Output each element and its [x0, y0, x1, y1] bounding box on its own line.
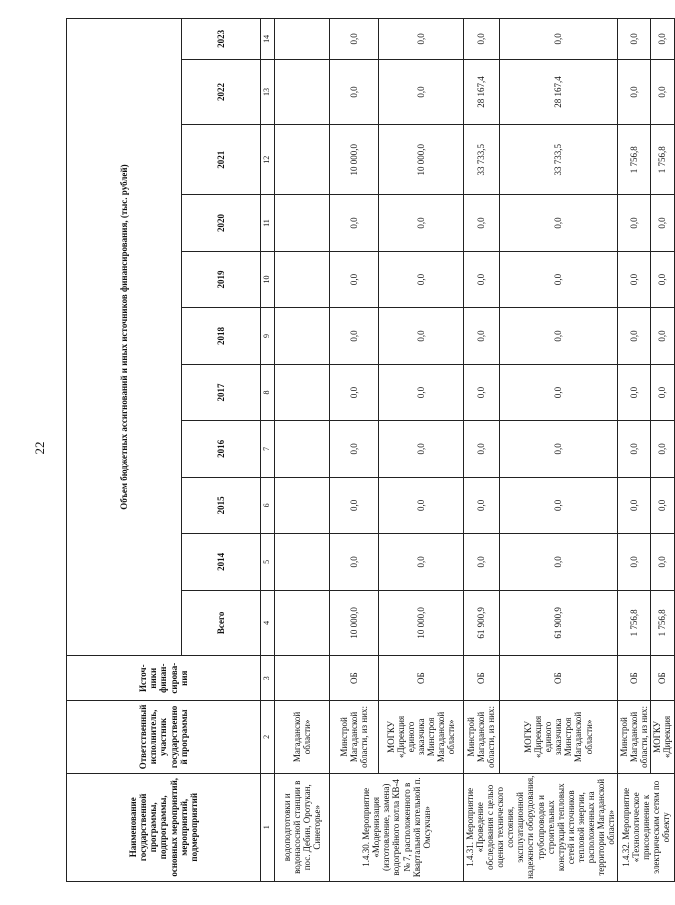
- row-value: 0,0: [651, 534, 674, 590]
- header-year: 2019: [182, 251, 261, 307]
- column-index: 6: [261, 477, 275, 533]
- row-total: [275, 590, 330, 656]
- row-value: 0,0: [464, 251, 500, 307]
- row-value: 0,0: [379, 59, 464, 125]
- column-index: 10: [261, 251, 275, 307]
- row-value: 0,0: [618, 195, 651, 251]
- row-value: 0,0: [618, 308, 651, 364]
- header-year: 2016: [182, 421, 261, 477]
- row-value: 33 733,5: [499, 125, 618, 195]
- table-row: [618, 19, 651, 882]
- row-value: 1 756,8: [651, 125, 674, 195]
- column-index: 12: [261, 125, 275, 195]
- header-year: 2014: [182, 534, 261, 590]
- row-value: 28 167,4: [464, 59, 500, 125]
- header-year: 2022: [182, 59, 261, 125]
- row-total: 10 000,0: [330, 590, 379, 656]
- header-total: Всего: [182, 590, 261, 656]
- row-value: [275, 59, 330, 125]
- row-value: [275, 364, 330, 420]
- row-value: 0,0: [379, 477, 464, 533]
- row-value: 0,0: [464, 421, 500, 477]
- column-index: 1: [261, 773, 275, 881]
- row-value: 0,0: [464, 364, 500, 420]
- row-value: 0,0: [379, 364, 464, 420]
- row-value: 0,0: [379, 251, 464, 307]
- row-value: 0,0: [330, 19, 379, 60]
- row-name: 1.4.30. Мероприятие «Модернизация (изготовление, замена) водогрейного котла КВ-4 № 7, расположенного в Квартальной котельной п. Омсукчан»: [330, 773, 464, 881]
- header-year: 2023: [182, 19, 261, 60]
- row-value: 0,0: [618, 421, 651, 477]
- row-source: ОБ: [379, 656, 464, 701]
- column-index: 8: [261, 364, 275, 420]
- header-year: 2021: [182, 125, 261, 195]
- column-index: 3: [261, 656, 275, 701]
- row-executor: МОГКУ «Дирекция единого заказчика Минстроя Магаданской области»: [379, 701, 464, 773]
- row-value: [275, 125, 330, 195]
- row-value: 0,0: [618, 364, 651, 420]
- row-total: 10 000,0: [379, 590, 464, 656]
- row-value: [275, 19, 330, 60]
- header-name: Наименование государственной программы, подпрограммы, основных мероприятий, мероприятий, подмероприятий: [67, 773, 261, 881]
- header-volume: Объем бюджетных ассигнований и иных источников финансирования, (тыс. рублей): [67, 19, 182, 656]
- row-value: 10 000,0: [379, 125, 464, 195]
- row-value: 33 733,5: [464, 125, 500, 195]
- column-index: 11: [261, 195, 275, 251]
- row-value: 0,0: [499, 19, 618, 60]
- row-value: 0,0: [651, 477, 674, 533]
- row-value: 0,0: [464, 308, 500, 364]
- column-index: 5: [261, 534, 275, 590]
- row-value: [275, 534, 330, 590]
- table-row: [330, 19, 379, 882]
- row-source: ОБ: [499, 656, 618, 701]
- row-value: 0,0: [651, 308, 674, 364]
- row-value: 0,0: [651, 364, 674, 420]
- row-executor: Минстрой Магаданской области, из них:: [618, 701, 651, 773]
- row-value: 0,0: [651, 195, 674, 251]
- table-row: [499, 19, 618, 882]
- column-index: 2: [261, 701, 275, 773]
- row-value: 0,0: [330, 421, 379, 477]
- header-year: 2017: [182, 364, 261, 420]
- row-value: 0,0: [330, 364, 379, 420]
- row-value: 0,0: [464, 195, 500, 251]
- row-value: 0,0: [379, 534, 464, 590]
- row-name: водоподготовки и водонасосной станции в пос. Дебин, Оротукан, Синегорье»: [275, 773, 330, 881]
- row-source: [275, 656, 330, 701]
- row-source: ОБ: [618, 656, 651, 701]
- row-total: 61 900,9: [464, 590, 500, 656]
- row-value: 0,0: [330, 534, 379, 590]
- row-value: 0,0: [499, 251, 618, 307]
- row-value: 0,0: [464, 19, 500, 60]
- row-value: 0,0: [464, 477, 500, 533]
- row-value: [275, 251, 330, 307]
- row-value: 28 167,4: [499, 59, 618, 125]
- table-row: [651, 19, 674, 882]
- row-name: 1.4.31. Мероприятие «Проведение обследования с целью оценки технического состояния, эксплуатационной надежности оборудования, трубопроводов и строительных конструкций тепловых сетей и источников тепловой энергии, расположенных на территории Магаданской области»: [464, 773, 618, 881]
- row-total: 61 900,9: [499, 590, 618, 656]
- row-value: 0,0: [618, 251, 651, 307]
- row-name: 1.4.32. Мероприятие «Технологическое присоединение к электрическим сетям по объекту: [618, 773, 674, 881]
- header-year: 2018: [182, 308, 261, 364]
- header-year: 2015: [182, 477, 261, 533]
- funding-table: [66, 18, 675, 882]
- row-total: 1 756,8: [618, 590, 651, 656]
- row-value: 0,0: [618, 19, 651, 60]
- row-value: [275, 308, 330, 364]
- row-value: 0,0: [379, 195, 464, 251]
- row-value: 0,0: [330, 477, 379, 533]
- row-value: 10 000,0: [330, 125, 379, 195]
- table-row: [275, 19, 330, 882]
- row-value: 0,0: [330, 308, 379, 364]
- table-row: [379, 19, 464, 882]
- row-value: 0,0: [464, 534, 500, 590]
- row-value: 0,0: [651, 59, 674, 125]
- column-index: 7: [261, 421, 275, 477]
- row-value: 0,0: [499, 421, 618, 477]
- row-value: 0,0: [618, 477, 651, 533]
- row-value: [275, 195, 330, 251]
- table-row: [464, 19, 500, 882]
- row-value: [275, 477, 330, 533]
- row-executor: МОГКУ «Дирекция единого заказчика Минстроя Магаданской области»: [499, 701, 618, 773]
- row-source: ОБ: [330, 656, 379, 701]
- row-value: 0,0: [330, 59, 379, 125]
- row-value: 0,0: [379, 308, 464, 364]
- row-executor: Минстрой Магаданской области, из них:: [464, 701, 500, 773]
- row-source: ОБ: [464, 656, 500, 701]
- page-number: 22: [32, 441, 47, 455]
- row-value: 0,0: [499, 364, 618, 420]
- column-index: 13: [261, 59, 275, 125]
- column-index-row: [261, 19, 275, 882]
- row-executor: Магаданской области»: [275, 701, 330, 773]
- row-value: 0,0: [379, 421, 464, 477]
- row-value: 0,0: [499, 195, 618, 251]
- row-value: 0,0: [330, 251, 379, 307]
- row-value: 0,0: [651, 421, 674, 477]
- rotated-table-wrapper: [66, 18, 673, 882]
- row-total: 1 756,8: [651, 590, 674, 656]
- row-executor: МОГКУ «Дирекция: [651, 701, 674, 773]
- row-source: ОБ: [651, 656, 674, 701]
- row-executor: Минстрой Магаданской области, из них:: [330, 701, 379, 773]
- header-executor: Ответственный исполнитель, участник государственной программы: [67, 701, 261, 773]
- header-source: Источ-ники финан-сирова-ния: [67, 656, 261, 701]
- row-value: [275, 421, 330, 477]
- row-value: 1 756,8: [618, 125, 651, 195]
- row-value: 0,0: [618, 59, 651, 125]
- row-value: 0,0: [651, 19, 674, 60]
- column-index: 9: [261, 308, 275, 364]
- row-value: 0,0: [651, 251, 674, 307]
- row-value: 0,0: [618, 534, 651, 590]
- column-index: 4: [261, 590, 275, 656]
- row-value: 0,0: [379, 19, 464, 60]
- row-value: 0,0: [499, 534, 618, 590]
- header-year: 2020: [182, 195, 261, 251]
- row-value: 0,0: [499, 477, 618, 533]
- header-row: [67, 19, 182, 882]
- row-value: 0,0: [330, 195, 379, 251]
- column-index: 14: [261, 19, 275, 60]
- row-value: 0,0: [499, 308, 618, 364]
